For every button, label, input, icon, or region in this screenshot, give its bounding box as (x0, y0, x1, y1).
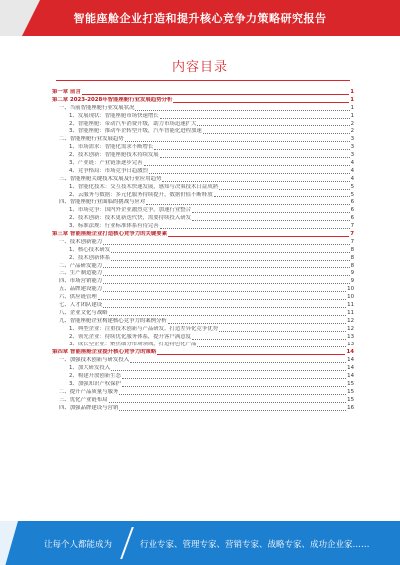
toc-entry-label: 八、企业文化与战略 (59, 309, 108, 316)
toc-entry-page: 11 (347, 309, 354, 316)
toc-entry[interactable] (52, 184, 354, 192)
toc-leader (219, 331, 346, 332)
banner-notch (0, 0, 40, 36)
toc-entry[interactable] (52, 176, 354, 184)
toc-entry[interactable] (52, 105, 354, 113)
toc-entry-page: 1 (350, 104, 354, 111)
toc-entry-label: 五、品牌建设能力 (59, 286, 103, 293)
toc-entry-label: 1、核心技术研发 (69, 246, 111, 253)
toc-entry-page: 1 (350, 96, 354, 103)
toc-entry-label: 第一章 前言 (52, 89, 81, 95)
toc-entry-label: 第三章 智能座舱企业打造核心竞争力的关键要素 (52, 231, 168, 238)
toc-entry-label: 一、当前智能座舱行业发展状况 (59, 104, 135, 111)
toc-entry-label: 一、技术创新能力 (59, 238, 103, 245)
toc-leader (109, 315, 347, 316)
toc-leader (111, 370, 346, 371)
toc-entry[interactable] (52, 207, 354, 215)
toc-entry-page: 4 (350, 160, 354, 166)
toc-leader (197, 125, 349, 126)
toc-entry[interactable] (52, 239, 354, 247)
toc-entry-page: 3 (350, 144, 354, 151)
toc-leader (173, 102, 349, 103)
toc-entry-page: 15 (347, 380, 354, 387)
toc-leader (168, 323, 346, 324)
toc-entry-page: 5 (350, 183, 354, 190)
toc-entry[interactable] (52, 318, 354, 326)
toc-entry-label: 三、生产制造能力 (59, 270, 103, 277)
toc-entry-label: 2、领先企业：持续优化服务体系，提升客户满意度 (69, 333, 192, 340)
toc-entry[interactable] (52, 357, 354, 365)
toc-title: 内容目录 (171, 60, 228, 75)
toc-leader (122, 378, 346, 379)
toc-entry[interactable] (52, 365, 354, 373)
toc-entry-label: 3、标准法规：行业标准体系有待完善 (69, 223, 159, 230)
toc-leader (122, 386, 346, 387)
toc-entry[interactable] (52, 286, 354, 294)
toc-entry[interactable] (52, 397, 354, 405)
toc-divider (56, 80, 350, 81)
toc-entry-page: 1 (350, 112, 354, 119)
toc-entry-page: 7 (350, 238, 354, 245)
toc-entry-page: 10 (347, 294, 354, 301)
toc-leader (109, 402, 347, 403)
toc-entry-page: 8 (350, 246, 354, 253)
toc-entry[interactable] (52, 231, 354, 239)
toc-entry-page: 7 (350, 223, 354, 230)
footer-slogan-left: 让每个人都能成为 (44, 540, 113, 550)
toc-entry-page: 5 (350, 191, 354, 198)
toc-leader (192, 220, 350, 221)
toc-entry-page: 9 (350, 270, 354, 277)
toc-entry-page: 2 (350, 128, 354, 135)
toc-entry[interactable] (52, 294, 354, 302)
toc-entry[interactable] (52, 373, 354, 381)
toc-entry-label: 四、智能座舱行业面临的挑战与应对 (59, 199, 146, 206)
toc-leader (157, 354, 345, 355)
toc-entry-label: 三、优化产业链布局 (59, 396, 108, 403)
toc-entry-page: 14 (347, 373, 354, 380)
toc-entry-page: 1 (350, 89, 354, 95)
toc-entry[interactable] (52, 168, 354, 176)
footer-separator (120, 527, 134, 559)
toc-leader (135, 110, 349, 111)
toc-entry[interactable] (52, 192, 354, 200)
toc-leader (144, 165, 350, 166)
toc-entry-page: 6 (350, 199, 354, 206)
toc-leader (154, 149, 349, 150)
toc-entry[interactable] (52, 199, 354, 207)
toc-entry-label: 二、提升产品质量与服务 (59, 388, 119, 395)
toc-leader (219, 189, 350, 190)
toc-entry-label: 四、加强品牌建设与营销 (59, 404, 119, 411)
toc-entry-page: 13 (347, 341, 354, 348)
toc-leader (111, 260, 349, 261)
report-title: 智能座舱企业打造和提升核心竞争力策略研究报告 (73, 12, 327, 25)
toc-entry-label: 二、产品研发能力 (59, 262, 103, 269)
toc-entry-label: 3、智能座舱：推动车企转型升级，汽车智能化进程加速 (69, 128, 202, 135)
footer-slash (0, 521, 18, 565)
footer-slogan-right: 行业专家、管理专家、营销专家、战略专家、成功企业家…… (140, 540, 370, 550)
toc-leader (103, 291, 346, 292)
toc-leader (160, 157, 350, 158)
toc-entry-page: 3 (350, 152, 354, 159)
toc-entry[interactable] (52, 334, 354, 342)
toc-leader (192, 339, 346, 340)
toc-leader (160, 228, 350, 229)
toc-leader (125, 141, 350, 142)
toc-entry-page: 14 (346, 349, 354, 356)
toc-entry[interactable] (52, 136, 354, 144)
toc-entry-label: 四、市场营销能力 (59, 278, 103, 285)
toc-entry-page: 8 (350, 254, 354, 261)
toc-entry-label: 3、加强知识产权保护 (69, 380, 121, 387)
toc-entry-page: 6 (350, 207, 354, 214)
toc-entry-label: 2、技术创新：技术更新迭代快，需要持续投入研发 (69, 215, 192, 222)
toc-entry-label: 1、发展现状：智能座舱市场快速增长 (69, 112, 159, 119)
toc-entry-page: 3 (350, 136, 354, 143)
toc-entry-label: 六、供应链管理 (59, 294, 97, 301)
toc-entry[interactable] (52, 215, 354, 223)
toc-leader (214, 196, 350, 197)
toc-entry-label: 1、市场竞争：国内外企业激烈竞争，加速行业整合 (69, 207, 192, 214)
toc-leader (162, 181, 349, 182)
toc-entry[interactable] (52, 302, 354, 310)
toc-entry[interactable] (52, 152, 354, 160)
toc-entry-label: 2、智能座舱：带动汽车消费升级，助力市场迅速扩大 (69, 120, 197, 127)
toc-entry-page: 12 (347, 325, 354, 332)
toc-leader (119, 394, 346, 395)
toc-entry-label: 1、市场需求：智能化需求不断增长 (69, 144, 154, 151)
toc-leader (146, 204, 349, 205)
toc-entry-page: 7 (350, 231, 354, 238)
toc-leader (98, 299, 346, 300)
toc-entry-label: 七、人才团队建设 (59, 302, 103, 309)
toc-entry[interactable] (52, 278, 354, 286)
toc-entry-page: 11 (347, 302, 354, 309)
toc-leader (82, 94, 349, 95)
toc-entry-label: 二、智能座舱行业发展趋势 (59, 136, 124, 143)
toc-entry[interactable] (52, 89, 354, 97)
toc-entry[interactable] (52, 326, 354, 334)
toc-entry-label: 3、产业链：产业链条逐步完善 (69, 160, 143, 166)
toc-entry-label: 2、技术创新体系 (69, 254, 111, 261)
toc-entry-page: 6 (350, 215, 354, 222)
toc-entry[interactable] (52, 349, 354, 357)
toc-entry[interactable] (52, 247, 354, 255)
toc-entry[interactable] (52, 113, 354, 121)
toc-leader (160, 118, 350, 119)
toc-entry-page: 14 (347, 365, 354, 372)
toc-entry-label: 第二章 2023-2028年智能座舱行业发展趋势分析 (52, 96, 173, 103)
toc-leader (149, 173, 350, 174)
toc-leader (103, 267, 349, 268)
toc-entry[interactable] (52, 160, 354, 168)
toc-entry-label: 1、智能化技术：交互技术快速发展，感知与决策技术日益成熟 (69, 183, 218, 190)
toc-entry-page: 16 (347, 404, 354, 411)
toc-leader (103, 275, 349, 276)
toc-entry-page: 4 (350, 175, 354, 182)
toc-entry-label: 4、竞争格局：市场竞争日趋激烈 (69, 167, 148, 174)
toc-leader (168, 236, 349, 237)
toc-entry[interactable] (52, 255, 354, 263)
toc-entry[interactable] (52, 223, 354, 231)
toc-entry-page: 12 (347, 317, 354, 324)
toc-entry-label: 九、智能座舱企业构建核心竞争力的案例分析 (59, 317, 167, 324)
toc-entry[interactable] (52, 405, 354, 413)
toc-leader (103, 283, 349, 284)
toc-entry-page: 15 (347, 396, 354, 403)
toc-leader (111, 252, 349, 253)
footer-banner (0, 521, 400, 565)
toc-entry-page: 8 (350, 262, 354, 269)
toc-entry-label: 一、加强技术创新与研发投入 (59, 357, 130, 364)
toc-entry-page: 2 (350, 120, 354, 127)
toc-entry-page: 9 (350, 278, 354, 285)
toc-entry-page: 10 (347, 286, 354, 293)
toc-leader (203, 133, 350, 134)
toc-entry[interactable] (52, 389, 354, 397)
toc-leader (103, 307, 346, 308)
toc-entry-label: 2、云服务与数据：多元化服务持续提升，数据价值不断释放 (69, 191, 213, 198)
toc-leader (119, 410, 346, 411)
toc-entry[interactable] (52, 144, 354, 152)
toc-entry-page: 14 (347, 357, 354, 364)
toc-leader (192, 212, 350, 213)
toc-entry[interactable] (52, 310, 354, 318)
toc-entry[interactable] (52, 263, 354, 271)
toc-entry[interactable] (52, 97, 354, 105)
toc-entry-label: 1、典型企业：注重技术创新与产品研发，打造差异化竞争优势 (69, 325, 218, 332)
header-banner (0, 0, 400, 36)
toc-leader (197, 346, 346, 347)
toc-entry-label: 第四章 智能座舱企业提升核心竞争力的策略 (52, 349, 157, 356)
table-of-contents (52, 89, 354, 413)
toc-entry[interactable] (52, 342, 354, 350)
toc-entry[interactable] (52, 128, 354, 136)
toc-entry-page: 13 (347, 333, 354, 340)
toc-entry[interactable] (52, 381, 354, 389)
toc-entry-page: 15 (347, 388, 354, 395)
toc-entry-label: 3、成长型企业：聚焦细分市场领域，打造特色化产品 (69, 341, 197, 348)
toc-entry-label: 1、加大研发投入 (69, 365, 111, 372)
toc-entry[interactable] (52, 270, 354, 278)
toc-entry-label: 2、构建开放创新生态 (69, 373, 121, 380)
toc-entry-page: 4 (350, 167, 354, 174)
toc-entry[interactable] (52, 121, 354, 129)
toc-leader (103, 244, 349, 245)
toc-entry-label: 2、技术创新：智能座舱技术持续发展 (69, 152, 159, 159)
toc-entry-label: 三、智能座舱关键技术发展及行业应用趋势 (59, 175, 162, 182)
toc-leader (130, 362, 346, 363)
